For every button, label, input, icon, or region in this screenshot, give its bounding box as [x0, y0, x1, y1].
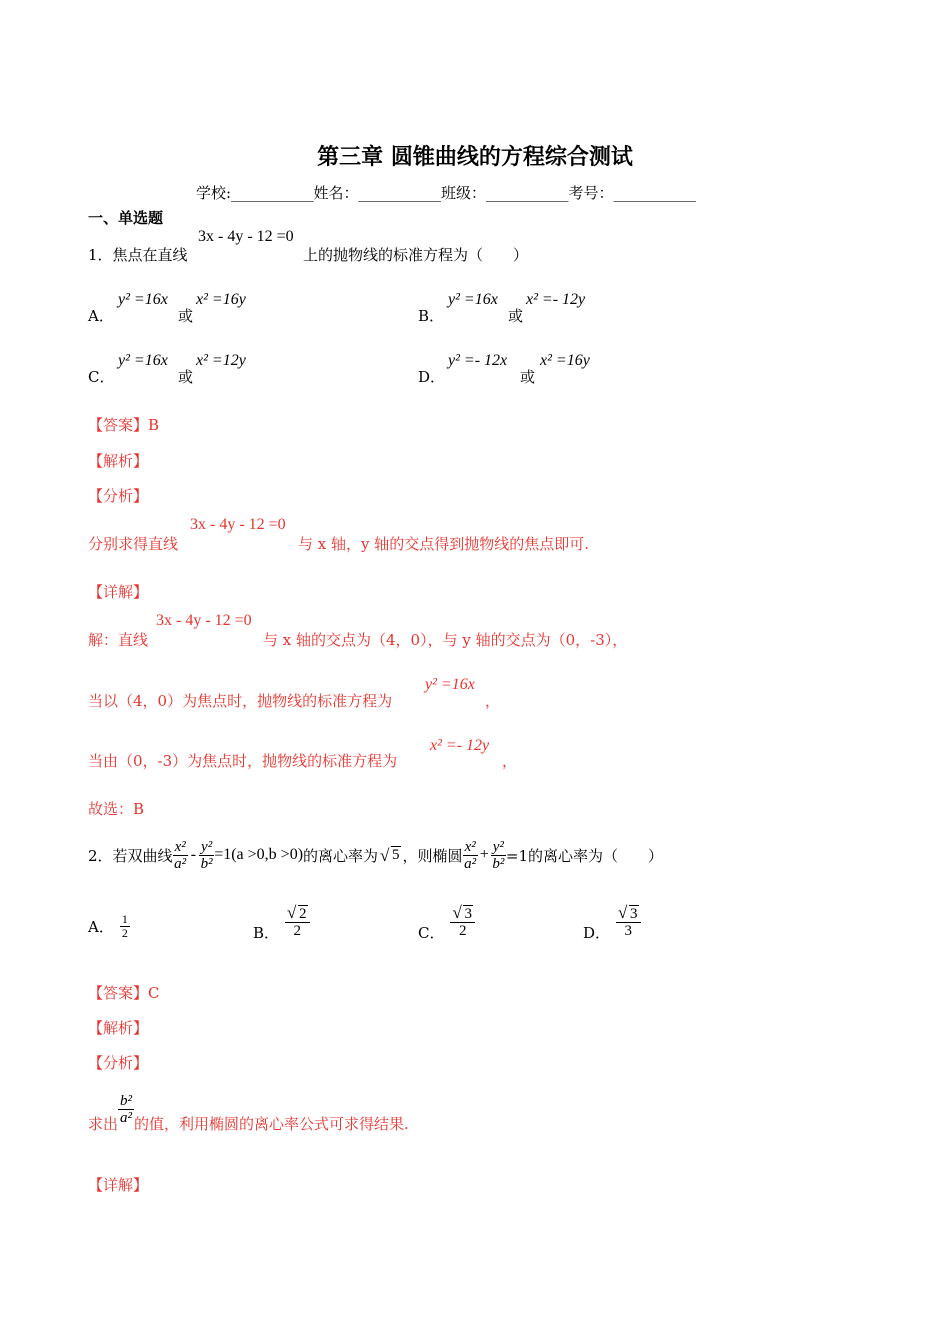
q2-frac-x2-a2: $\frac{\text{x²}}{\text{a²}}$: [174, 838, 187, 872]
q1-detail-1-eq: 3x - 4y - 12 =0: [156, 612, 252, 629]
q1-detail-3-pre: 当由（0，-3）为焦点时，抛物线的标准方程为: [88, 752, 398, 770]
q2-option-c-value: √ $\frac{3}{2}$: [450, 906, 475, 939]
q2-fenxi-frac: $\frac{\text{b²}}{\text{a²}}$: [120, 1092, 133, 1126]
q1-detail-3-eq: x² =- 12y: [430, 737, 490, 754]
q1-stem-post: 上的抛物线的标准方程为（ ）: [303, 246, 529, 264]
student-info-line: 学校:___________姓名：___________班级：___________考号：___________: [196, 184, 697, 202]
q2-fenxi-line: [88, 1086, 409, 1132]
q2-option-d: [583, 896, 641, 948]
q1-detail-2-pre: 当以（4，0）为焦点时，抛物线的标准方程为: [88, 692, 393, 710]
q2-fenxi-pre: 求出: [88, 1114, 119, 1133]
q2-stem: 2． 若双曲线 $\frac{\text{x²}}{\text{a²}}$ - $\frac{\text{y²}}{\text{b²}}$ =1(a >0,b >0) 的离心率为 √ 5 ，则椭圆 $\frac{\text{x²}}{\text{a²}}$ + $\frac{\text{y²}}{\text{b²}}$ =1的离心率为（ ）: [88, 834, 663, 876]
q1-fenxi-heading: 【分析】: [88, 487, 149, 505]
q2-ellipse-frac-y2-b2: $\frac{\text{y²}}{\text{b²}}$: [492, 838, 505, 872]
q2-frac-y2-b2: $\frac{\text{y²}}{\text{b²}}$: [200, 838, 213, 872]
q2-answer: 【答案】C: [88, 984, 160, 1002]
q1-detail-heading: 【详解】: [88, 583, 149, 601]
q1-option-c-label: C．: [88, 368, 115, 386]
q2-analysis-heading: 【解析】: [88, 1019, 149, 1037]
q2-fenxi-post: 的值，利用椭圆的离心率公式可求得结果.: [134, 1114, 409, 1133]
q1-option-d-label: D．: [418, 368, 446, 386]
q1-option-b-eq1: y² =16x: [448, 291, 498, 308]
q1-option-d-eq2: x² =16y: [540, 352, 590, 369]
q2-stem-d: =1的离心率为（ ）: [505, 846, 664, 865]
q1-line-equation: 3x - 4y - 12 =0: [198, 228, 294, 245]
q1-fenxi-pre: 分别求得直线: [88, 535, 179, 553]
q2-option-c: [418, 896, 475, 948]
q2-option-d-label: D．: [583, 923, 611, 942]
q2-option-d-value: √ $\frac{3}{3}$: [616, 906, 641, 939]
q2-detail-heading: 【详解】: [88, 1176, 149, 1194]
q2-stem-a: 若双曲线: [112, 846, 173, 865]
q1-detail-2-eq: y² =16x: [425, 676, 475, 693]
q1-number: 1．: [88, 246, 113, 264]
section-heading: 一、单选题: [88, 209, 164, 227]
q1-option-a-eq1: y² =16x: [118, 291, 168, 308]
q2-sqrt5: √ 5: [380, 847, 401, 864]
q1-option-d-eq1: y² =- 12x: [448, 352, 508, 369]
q1-option-c-eq2: x² =12y: [196, 352, 246, 369]
q2-fenxi-heading: 【分析】: [88, 1054, 149, 1072]
q2-ellipse-frac-x2-a2: $\frac{\text{x²}}{\text{a²}}$: [464, 838, 477, 872]
q1-option-a-eq2: x² =16y: [196, 291, 246, 308]
page-title: 第三章 圆锥曲线的方程综合测试: [317, 145, 633, 170]
q1-conclusion: 故选：B: [88, 800, 145, 818]
q2-option-a-value: $\frac{1}{2}$: [121, 911, 128, 940]
q1-option-a-label: A．: [88, 307, 114, 325]
q1-fenxi-post: 与 x 轴，y 轴的交点得到抛物线的焦点即可.: [298, 535, 590, 553]
q2-option-a: [88, 904, 130, 948]
q2-option-b: [253, 896, 310, 948]
q1-stem-pre: 焦点在直线: [112, 246, 188, 264]
q1-stem: [88, 244, 188, 265]
q2-option-c-label: C．: [418, 923, 445, 942]
q1-fenxi-line-eq: 3x - 4y - 12 =0: [190, 516, 286, 533]
q1-option-c-eq1: y² =16x: [118, 352, 168, 369]
q2-stem-c: ，则椭圆: [402, 846, 463, 865]
q1-option-a-or: 或: [178, 307, 194, 325]
q2-option-b-label: B．: [253, 923, 280, 942]
q1-detail-3-post: ，: [502, 752, 518, 770]
q1-detail-2-post: ，: [485, 692, 501, 710]
q2-number: 2．: [88, 846, 113, 865]
q1-option-b-eq2: x² =- 12y: [526, 291, 586, 308]
q1-analysis-heading: 【解析】: [88, 452, 149, 470]
q1-detail-1-post: 与 x 轴的交点为（4，0），与 y 轴的交点为（0，-3），: [263, 631, 628, 649]
q1-detail-1-pre: 解：直线: [88, 631, 149, 649]
q1-answer: 【答案】B: [88, 416, 160, 434]
q2-option-a-label: A．: [88, 917, 114, 936]
q2-condition: =1(a >0,b >0): [214, 846, 304, 863]
q2-option-b-value: √ $\frac{2}{2}$: [285, 906, 310, 939]
q1-option-d-or: 或: [520, 368, 536, 386]
q2-stem-b: 的离心率为: [303, 846, 379, 865]
q1-option-c-or: 或: [178, 368, 194, 386]
q1-option-b-or: 或: [508, 307, 524, 325]
q1-option-b-label: B．: [418, 307, 445, 325]
